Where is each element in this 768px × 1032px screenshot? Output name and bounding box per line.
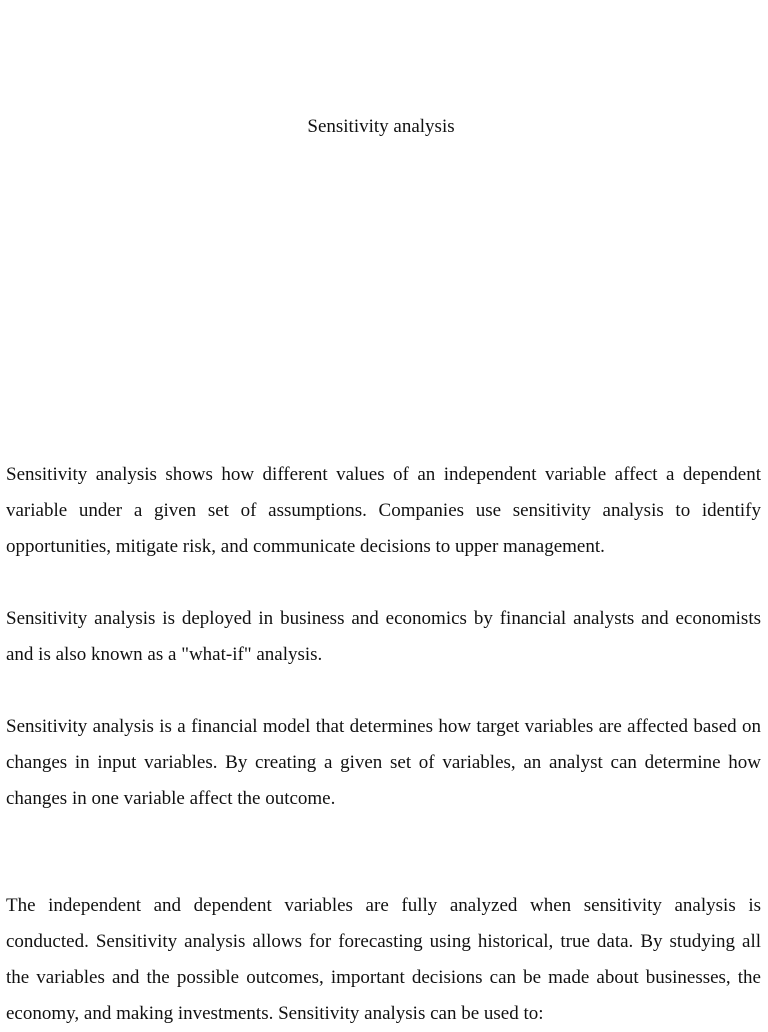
paragraph-definition: Sensitivity analysis shows how different values of an independent variable affect a dependent variable under a given set of assumptions. Companies use sensitivity analysis to identify opportunities, mitigate risk, and communicate decisions to upper management. <box>6 464 761 557</box>
paragraph-analysis: The independent and dependent variables are fully analyzed when sensitivity analysis is conducted. Sensitivity analysis allows for forecasting using historical, true data. By studying all the variables and the possible outcomes, important decisions can be made about businesses, the economy, and making investments. Sensitivity analysis can be used to: <box>6 895 761 1024</box>
page-title: Sensitivity analysis <box>307 116 455 137</box>
paragraph-usage: Sensitivity analysis is deployed in business and economics by financial analysts and economists and is also known as a "what-if" analysis. <box>6 608 761 665</box>
paragraph-financial-model: Sensitivity analysis is a financial model that determines how target variables are affected based on changes in input variables. By creating a given set of variables, an analyst can determine how changes in one variable affect the outcome. <box>6 716 761 809</box>
